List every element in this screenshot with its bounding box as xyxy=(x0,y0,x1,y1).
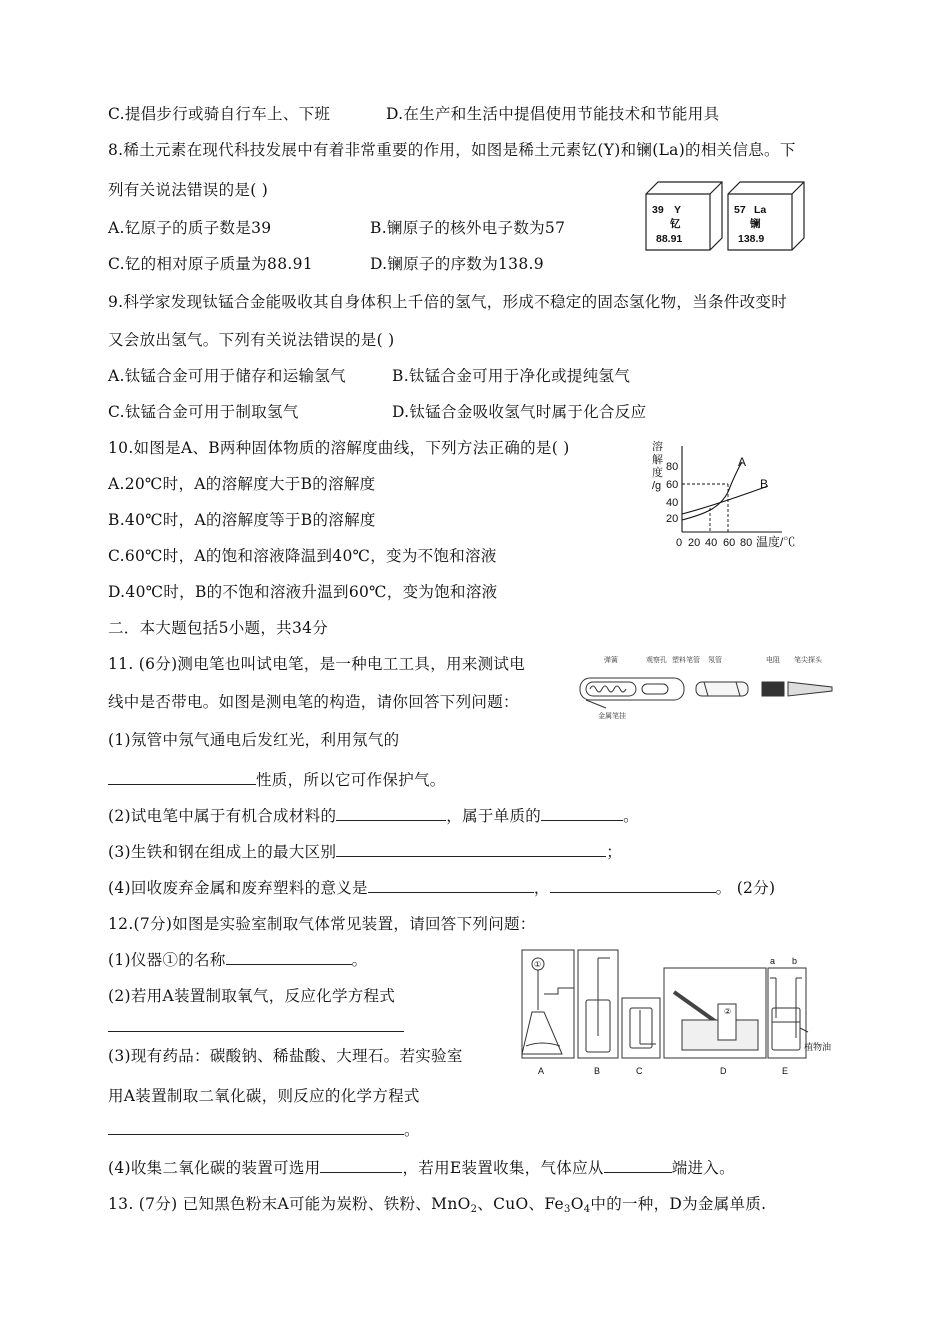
question-text: 。 xyxy=(623,807,639,825)
label-window: 观察孔 xyxy=(646,657,667,664)
option-text: C.钇的相对原子质量为88.91 xyxy=(108,255,313,273)
question-text: 中的一种，D为金属单质. xyxy=(590,1195,767,1213)
question-text: 用A装置制取二氧化碳，则反应的化学方程式 xyxy=(108,1087,420,1105)
la-name: 镧 xyxy=(750,218,761,230)
option-c-line xyxy=(108,102,330,124)
question-text: ； xyxy=(606,843,623,861)
q11-part4 xyxy=(108,876,775,898)
answer-blank[interactable] xyxy=(550,877,716,893)
label-e-b: b xyxy=(792,956,798,966)
q12-part2-blank xyxy=(108,1016,404,1036)
option-text: D.镧原子的序数为138.9 xyxy=(370,255,544,273)
label-oil: 植物油 xyxy=(804,1042,832,1052)
option-text: D.在生产和生活中提倡使用节能技术和节能用具 xyxy=(386,105,720,123)
ylabel-2: 解 xyxy=(652,454,663,466)
gas-apparatus-figure xyxy=(514,948,846,1084)
xtick-80: 80 xyxy=(740,537,753,549)
option-text: C.钛锰合金可用于制取氢气 xyxy=(108,403,299,421)
question-text: 12.(7分)如图是实验室制取气体常见装置，请回答下列问题： xyxy=(108,915,536,933)
q8-stem xyxy=(108,138,796,160)
q9-option-a xyxy=(108,364,346,386)
option-text: C.提倡步行或骑自行车上、下班 xyxy=(108,105,331,123)
q9-option-b xyxy=(392,364,630,386)
label-d: D xyxy=(720,1066,727,1076)
question-text: 。 (2分) xyxy=(715,879,776,897)
option-text: D.40℃时，B的不饱和溶液升温到60℃，变为饱和溶液 xyxy=(108,583,498,601)
answer-blank[interactable] xyxy=(368,877,534,893)
question-text: (1)氖管中氖气通电后发红光，利用氖气的 xyxy=(108,731,400,749)
question-text: 11. (6分)测电笔也叫试电笔，是一种电工工具，用来测试电 xyxy=(108,655,526,673)
q9-option-d xyxy=(392,400,646,422)
resistor xyxy=(762,682,784,696)
question-text: (3)生铁和钢在组成上的最大区别 xyxy=(108,843,337,861)
section-2-title xyxy=(108,616,328,638)
q11-part1 xyxy=(108,728,399,750)
answer-blank[interactable] xyxy=(108,1016,404,1032)
xtick-20: 20 xyxy=(688,537,701,549)
label-a: A xyxy=(538,1066,545,1076)
apparatus-c-frame xyxy=(622,998,660,1058)
answer-blank[interactable] xyxy=(541,805,623,821)
q10-option-a xyxy=(108,472,375,494)
answer-blank[interactable] xyxy=(336,805,446,821)
question-text: 。 xyxy=(404,1121,420,1139)
question-text: (4)收集二氧化碳的装置可选用 xyxy=(108,1159,321,1177)
question-text: 8.稀土元素在现代科技发展中有着非常重要的作用，如图是稀土元素钇(Y)和镧(La)的相关信息。下 xyxy=(108,141,796,159)
question-text: 端进入。 xyxy=(671,1159,735,1177)
curve-b xyxy=(682,486,768,514)
q12-part3-b xyxy=(108,1084,420,1106)
option-d-line xyxy=(386,102,719,124)
ytick-80: 80 xyxy=(666,461,679,473)
question-text: ，若用E装置收集，气体应从 xyxy=(402,1159,604,1177)
y-name: 钇 xyxy=(670,218,681,230)
q9-option-c xyxy=(108,400,299,422)
q12-part1 xyxy=(108,948,367,970)
option-text: C.60℃时，A的饱和溶液降温到40℃，变为不饱和溶液 xyxy=(108,547,497,565)
q8-option-a xyxy=(108,216,271,238)
q8-stem-2 xyxy=(108,178,268,200)
y-number: 39 xyxy=(652,204,664,216)
solubility-chart xyxy=(650,436,810,556)
question-text: 、CuO、Fe xyxy=(477,1195,565,1213)
y-mass: 88.91 xyxy=(656,233,683,245)
label-e-a: a xyxy=(770,956,776,966)
label-b: B xyxy=(594,1066,601,1076)
subscript: 3 xyxy=(564,1204,571,1215)
q13-stem xyxy=(108,1192,766,1215)
q10-stem xyxy=(108,436,570,458)
option-text: A.钇原子的质子数是39 xyxy=(108,219,272,237)
la-symbol: La xyxy=(754,204,767,216)
label-circle-2: ② xyxy=(724,1007,732,1016)
y-symbol: Y xyxy=(674,204,682,216)
label-circle-1: ① xyxy=(534,960,542,969)
answer-blank[interactable] xyxy=(604,1157,672,1173)
flask xyxy=(522,1012,562,1054)
question-text: ，属于单质的 xyxy=(446,807,542,825)
option-text: D.钛锰合金吸收氢气时属于化合反应 xyxy=(392,403,647,421)
test-pen-figure xyxy=(576,652,838,724)
q8-option-c xyxy=(108,252,313,274)
q10-option-d xyxy=(108,580,497,602)
xtick-0: 0 xyxy=(676,537,683,549)
subscript: 2 xyxy=(470,1204,478,1215)
q8-option-d xyxy=(370,252,544,274)
answer-blank[interactable] xyxy=(108,1119,404,1135)
option-text: A.钛锰合金可用于储存和运输氢气 xyxy=(108,367,346,385)
subscript: 4 xyxy=(583,1204,591,1215)
question-text: 10.如图是A、B两种固体物质的溶解度曲线，下列方法正确的是( ) xyxy=(108,439,570,457)
label-spring: 弹簧 xyxy=(604,657,618,664)
question-text: 列有关说法错误的是( ) xyxy=(108,181,269,199)
label-neon: 氖管 xyxy=(708,657,722,664)
q9-stem-2 xyxy=(108,328,395,350)
q11-stem xyxy=(108,652,525,674)
q10-option-c xyxy=(108,544,497,566)
xtick-40: 40 xyxy=(705,537,718,549)
question-text: 13. (7分) 已知黑色粉末A可能为炭粉、铁粉、MnO xyxy=(108,1195,471,1213)
bottle-c xyxy=(630,1008,652,1048)
la-mass: 138.9 xyxy=(738,233,765,245)
label-c: C xyxy=(636,1066,643,1076)
question-text: 线中是否带电。如图是测电笔的构造，请你回答下列问题： xyxy=(108,693,519,711)
question-text: (3)现有药品：碳酸钠、稀盐酸、大理石。若实验室 xyxy=(108,1047,463,1065)
option-text: B.镧原子的核外电子数为57 xyxy=(370,219,566,237)
question-text: (2)试电笔中属于有机合成材料的 xyxy=(108,807,337,825)
question-text: 又会放出氢气。下列有关说法错误的是( ) xyxy=(108,331,395,349)
curve-b-label: B xyxy=(760,477,769,491)
ylabel-1: 溶 xyxy=(652,441,663,453)
question-text: (2)若用A装置制取氧气，反应化学方程式 xyxy=(108,987,396,1005)
curve-a-label: A xyxy=(738,455,747,469)
pen-tip xyxy=(788,682,832,696)
section-text: 二．本大题包括5小题，共34分 xyxy=(108,619,329,637)
q11-part3 xyxy=(108,840,622,862)
neon-tube xyxy=(696,682,748,696)
q8-option-b xyxy=(370,216,565,238)
q11-stem-2 xyxy=(108,690,519,712)
q9-stem xyxy=(108,290,787,312)
ytick-40: 40 xyxy=(666,497,679,509)
answer-blank[interactable] xyxy=(320,1157,402,1173)
label-tip: 笔尖探头 xyxy=(794,657,822,664)
q11-part1-b xyxy=(108,768,446,790)
answer-blank[interactable] xyxy=(226,949,352,965)
question-text: 9.科学家发现钛锰合金能吸收其自身体积上千倍的氢气，形成不稳定的固态氢化物，当条件改变时 xyxy=(108,293,787,311)
answer-blank[interactable] xyxy=(336,841,606,857)
question-text: 性质，所以它可作保护气。 xyxy=(256,771,446,789)
ytick-60: 60 xyxy=(666,479,679,491)
q12-part3 xyxy=(108,1044,463,1066)
xlabel: 温度/℃ xyxy=(756,535,796,549)
option-text: A.20℃时，A的溶解度大于B的溶解度 xyxy=(108,475,376,493)
q12-part4 xyxy=(108,1156,735,1178)
ylabel-3: 度 xyxy=(652,467,663,479)
q11-part2 xyxy=(108,804,639,826)
xtick-60: 60 xyxy=(723,537,736,549)
question-text: O xyxy=(570,1195,584,1213)
ylabel-4: /g xyxy=(652,480,662,492)
question-text: ， xyxy=(533,879,550,897)
option-text: B.钛锰合金可用于净化或提纯氢气 xyxy=(392,367,631,385)
q12-stem xyxy=(108,912,536,934)
answer-blank[interactable] xyxy=(108,769,256,785)
element-boxes-figure xyxy=(644,180,824,252)
question-text: (4)回收废弃金属和废弃塑料的意义是 xyxy=(108,879,368,897)
q10-option-b xyxy=(108,508,376,530)
q12-part2 xyxy=(108,984,395,1006)
option-text: B.40℃时，A的溶解度等于B的溶解度 xyxy=(108,511,376,529)
question-text: (1)仪器①的名称 xyxy=(108,951,226,969)
label-resistor: 电阻 xyxy=(766,657,780,664)
label-clip: 金属笔挂 xyxy=(598,713,626,720)
q12-part3-blank xyxy=(108,1118,420,1140)
question-text: 。 xyxy=(351,951,368,969)
label-plastic: 塑料笔管 xyxy=(672,657,700,664)
la-number: 57 xyxy=(734,204,746,216)
label-e: E xyxy=(782,1066,789,1076)
ytick-20: 20 xyxy=(666,513,679,525)
